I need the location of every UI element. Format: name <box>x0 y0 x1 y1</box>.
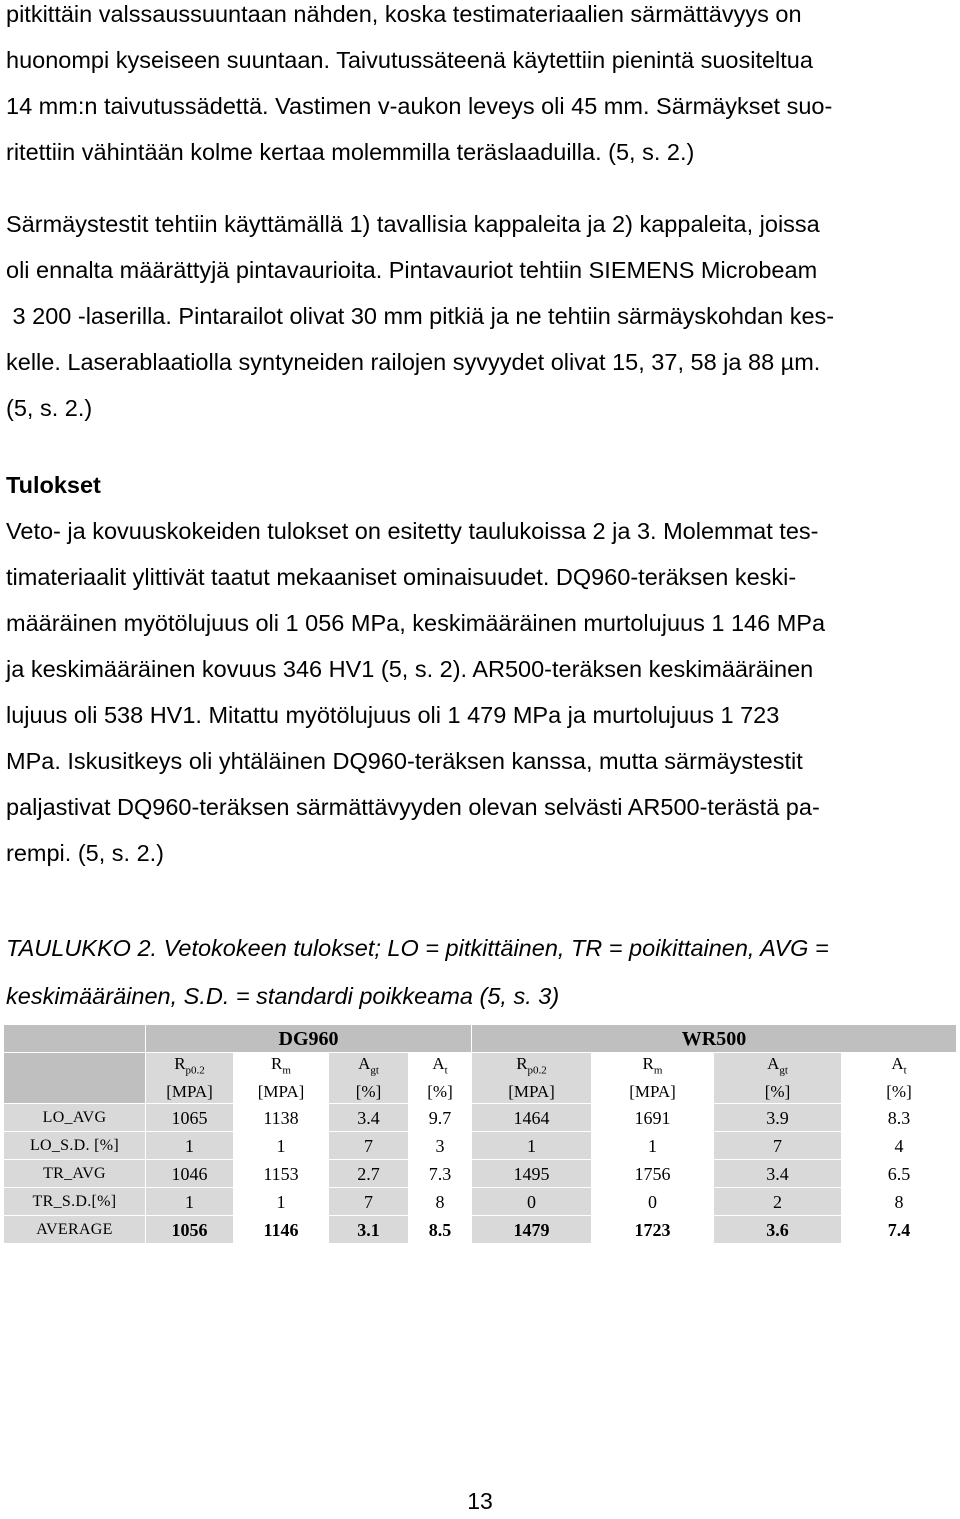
text-line: Särmäystestit tehtiin käyttämällä 1) tavallisia kappaleita ja 2) kappaleita, joissa <box>6 211 820 237</box>
col-header-rp02 <box>472 1053 592 1104</box>
table-cell: 1479 <box>472 1216 592 1244</box>
table-cell: 1138 <box>234 1104 329 1132</box>
table-row <box>4 1104 957 1132</box>
text-line: kelle. Laserablaatiolla syntyneiden railojen syvyydet olivat 15, 37, 58 ja 88 µm. <box>6 349 821 375</box>
table-cell: 0 <box>472 1188 592 1216</box>
header-symbol: R <box>516 1054 528 1073</box>
text-line: timateriaalit ylittivät taatut mekaaniset ominaisuudet. DQ960-teräksen keski- <box>6 564 797 590</box>
header-subscript: m <box>653 1064 663 1077</box>
header-unit: [MPA] <box>166 1082 213 1102</box>
row-label: TR_S.D.[%] <box>4 1188 146 1216</box>
section-heading: Tulokset <box>6 472 101 498</box>
text-line: 3 200 -laserilla. Pintarailot olivat 30 mm pitkiä ja ne tehtiin särmäyskohdan kes- <box>6 303 835 329</box>
results-table <box>3 1024 957 1244</box>
header-symbol: A <box>432 1054 445 1073</box>
col-header-agt <box>714 1053 842 1104</box>
header-symbol: R <box>642 1054 654 1073</box>
header-unit: [%] <box>355 1082 382 1102</box>
header-unit: [MPA] <box>629 1082 676 1102</box>
text-line: (5, s. 2.) <box>6 395 93 421</box>
header-symbol: R <box>174 1054 186 1073</box>
table-cell: 8 <box>409 1188 472 1216</box>
header-symbol: A <box>358 1054 371 1073</box>
col-header-at <box>409 1053 472 1104</box>
text-line: määräinen myötölujuus oli 1 056 MPa, keskimääräinen murtolujuus 1 146 MPa <box>6 610 826 636</box>
table-cell: 8.5 <box>409 1216 472 1244</box>
row-label: LO_S.D. [%] <box>4 1132 146 1160</box>
table-cell: 1 <box>146 1132 234 1160</box>
group-header-dg960: DG960 <box>146 1025 472 1053</box>
header-subscript: t <box>903 1064 907 1077</box>
table-cell: 1 <box>234 1188 329 1216</box>
table-cell: 7 <box>714 1132 842 1160</box>
table-cell: 1 <box>146 1188 234 1216</box>
table-cell: 3.1 <box>329 1216 409 1244</box>
header-subscript: gt <box>370 1064 379 1077</box>
table-cell: 1 <box>234 1132 329 1160</box>
header-subscript: t <box>444 1064 448 1077</box>
header-unit: [%] <box>764 1082 791 1102</box>
header-subscript: p0.2 <box>527 1064 547 1077</box>
table-cell: 7.4 <box>842 1216 957 1244</box>
col-header-agt <box>329 1053 409 1104</box>
table-cell: 1 <box>592 1132 714 1160</box>
text-line: MPa. Iskusitkeys oli yhtäläinen DQ960-teräksen kanssa, mutta särmäystestit <box>6 748 803 774</box>
table-cell: 1 <box>472 1132 592 1160</box>
table-cell: 3.9 <box>714 1104 842 1132</box>
table-cell: 1046 <box>146 1160 234 1188</box>
table-cell: 2.7 <box>329 1160 409 1188</box>
header-unit: [MPA] <box>508 1082 555 1102</box>
col-header-rm <box>592 1053 714 1104</box>
paragraph-surface-defects <box>6 201 950 431</box>
row-label: AVERAGE <box>4 1216 146 1244</box>
table-cell: 1495 <box>472 1160 592 1188</box>
header-symbol: A <box>767 1054 780 1073</box>
table-cell: 9.7 <box>409 1104 472 1132</box>
col-header-rm <box>234 1053 329 1104</box>
table-cell: 3 <box>409 1132 472 1160</box>
table-cell: 7 <box>329 1188 409 1216</box>
table-cell: 8.3 <box>842 1104 957 1132</box>
caption-line: TAULUKKO 2. Vetokokeen tulokset; LO = pitkittäinen, TR = poikittainen, AVG = <box>6 935 829 961</box>
tensile-results-table <box>3 1024 956 1244</box>
col-header-rp02 <box>146 1053 234 1104</box>
table-cell: 1756 <box>592 1160 714 1188</box>
table-cell: 1146 <box>234 1216 329 1244</box>
table-cell: 6.5 <box>842 1160 957 1188</box>
table-cell: 3.4 <box>329 1104 409 1132</box>
text-line: paljastivat DQ960-teräksen särmättävyyden olevan selvästi AR500-terästä pa- <box>6 794 820 820</box>
header-unit: [MPA] <box>257 1082 305 1102</box>
corner-cell <box>4 1053 146 1104</box>
table-row <box>4 1216 957 1244</box>
table-cell: 2 <box>714 1188 842 1216</box>
header-subscript: gt <box>779 1064 788 1077</box>
text-line: Veto- ja kovuuskokeiden tulokset on esitetty taulukoissa 2 ja 3. Molemmat tes- <box>6 518 819 544</box>
col-header-at <box>842 1053 957 1104</box>
text-line: pitkittäin valssaussuuntaan nähden, koska testimateriaalien särmättävyys on <box>6 1 802 27</box>
table-cell: 1056 <box>146 1216 234 1244</box>
text-line: rempi. (5, s. 2.) <box>6 840 165 866</box>
header-subscript: p0.2 <box>185 1064 205 1077</box>
table-body <box>4 1104 957 1244</box>
paragraph-results <box>6 508 950 876</box>
header-subscript: m <box>282 1064 291 1077</box>
table-cell: 1153 <box>234 1160 329 1188</box>
text-line: oli ennalta määrättyjä pintavaurioita. Pintavauriot tehtiin SIEMENS Microbeam <box>6 257 818 283</box>
table-cell: 0 <box>592 1188 714 1216</box>
table-cell: 7 <box>329 1132 409 1160</box>
text-line: lujuus oli 538 HV1. Mitattu myötölujuus oli 1 479 MPa ja murtolujuus 1 723 <box>6 702 780 728</box>
table-row <box>4 1160 957 1188</box>
table-cell: 3.6 <box>714 1216 842 1244</box>
table-cell: 3.4 <box>714 1160 842 1188</box>
table-caption <box>6 924 829 1020</box>
text-line: ritettiin vähintään kolme kertaa molemmilla teräslaaduilla. (5, s. 2.) <box>6 139 695 165</box>
row-label: LO_AVG <box>4 1104 146 1132</box>
table-cell: 4 <box>842 1132 957 1160</box>
page-number: 13 <box>467 1488 493 1514</box>
table-cell: 8 <box>842 1188 957 1216</box>
row-label: TR_AVG <box>4 1160 146 1188</box>
table-cell: 1723 <box>592 1216 714 1244</box>
table-cell: 1691 <box>592 1104 714 1132</box>
table-cell: 1065 <box>146 1104 234 1132</box>
header-unit: [%] <box>427 1082 453 1102</box>
table-cell: 7.3 <box>409 1160 472 1188</box>
paragraph-bending-setup <box>6 0 950 175</box>
header-symbol: A <box>891 1054 904 1073</box>
header-symbol: R <box>271 1054 283 1073</box>
table-row <box>4 1188 957 1216</box>
caption-line: keskimääräinen, S.D. = standardi poikkeama (5, s. 3) <box>6 983 560 1009</box>
table-cell: 1464 <box>472 1104 592 1132</box>
text-line: 14 mm:n taivutussädettä. Vastimen v-aukon leveys oli 45 mm. Särmäykset suo- <box>6 93 833 119</box>
text-line: ja keskimääräinen kovuus 346 HV1 (5, s. 2). AR500-teräksen keskimääräinen <box>6 656 814 682</box>
corner-cell <box>4 1025 146 1053</box>
table-row <box>4 1132 957 1160</box>
text-line: huonompi kyseiseen suuntaan. Taivutussäteenä käytettiin pienintä suositeltua <box>6 47 813 73</box>
group-header-wr500: WR500 <box>472 1025 957 1053</box>
header-unit: [%] <box>886 1082 912 1102</box>
